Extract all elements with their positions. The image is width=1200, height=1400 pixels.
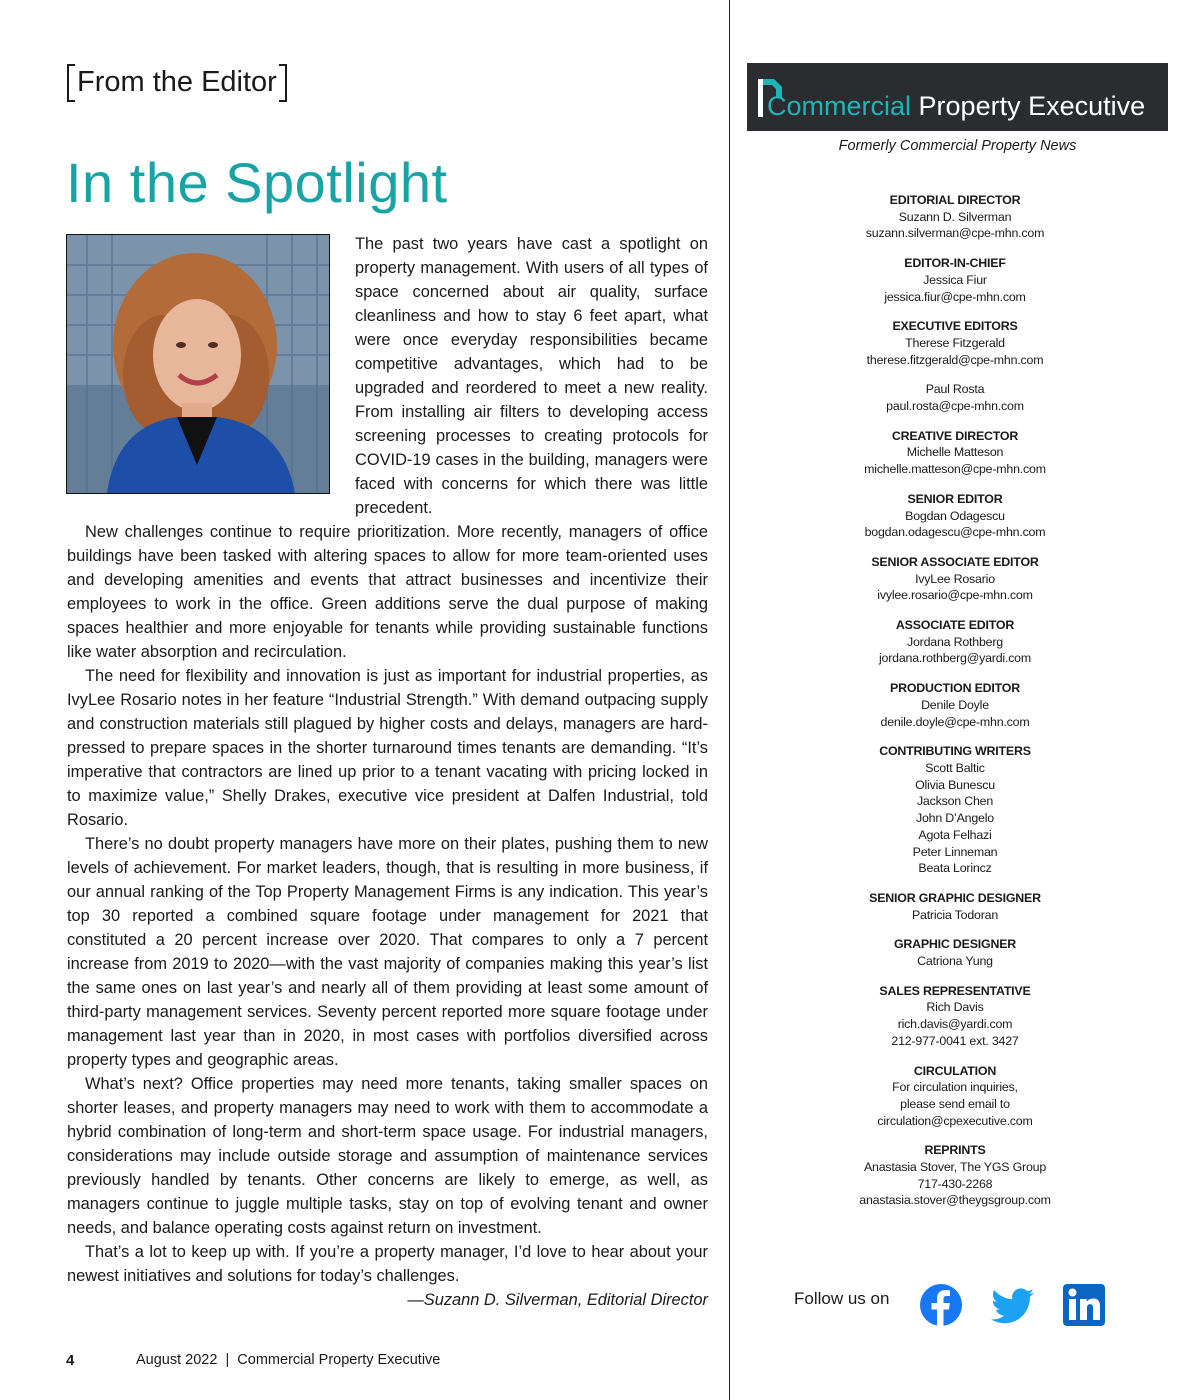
masthead-detail: Peter Linneman: [912, 844, 998, 859]
masthead-detail: bogdan.odagescu@cpe-mhn.com: [864, 525, 1046, 540]
logo-word-property-executive: Property Executive: [911, 91, 1146, 121]
masthead-detail: Paul Rosta: [925, 382, 985, 397]
masthead-role: GRAPHIC DESIGNER: [893, 937, 1017, 952]
masthead-detail: rich.davis@yardi.com: [897, 1017, 1013, 1032]
masthead-role: EDITOR-IN-CHIEF: [904, 256, 1006, 271]
masthead-detail: John D’Angelo: [916, 811, 994, 826]
section-label: [67, 64, 287, 100]
masthead-entry: [845, 428, 1065, 478]
masthead-role: EXECUTIVE EDITORS: [892, 319, 1018, 334]
masthead-detail: Patricia Todoran: [911, 907, 999, 922]
masthead-detail: 212-977-0041 ext. 3427: [891, 1033, 1019, 1048]
masthead-role: REPRINTS: [924, 1143, 986, 1158]
masthead-entry: [845, 1142, 1065, 1209]
photo-spacer: [67, 232, 355, 518]
masthead-detail: please send email to: [900, 1096, 1010, 1111]
masthead-detail: Agota Felhazi: [918, 827, 992, 842]
article-headline: In the Spotlight: [66, 151, 448, 214]
masthead-entry: [845, 617, 1065, 667]
article-paragraph: That’s a lot to keep up with. If you’re a property manager, I’d love to hear about your newest initiatives and solutions for today’s challenges.: [67, 1243, 708, 1285]
masthead-detail: Jessica Fiur: [923, 272, 987, 287]
masthead-role: CREATIVE DIRECTOR: [891, 428, 1019, 443]
masthead-detail: suzann.silverman@cpe-mhn.com: [865, 226, 1045, 241]
masthead-detail: Scott Baltic: [925, 760, 985, 775]
masthead-entry: [845, 936, 1065, 969]
masthead-detail: Catriona Yung: [917, 954, 993, 969]
masthead-entry: [845, 983, 1065, 1050]
masthead-entry: [845, 1063, 1065, 1130]
masthead-role: SENIOR GRAPHIC DESIGNER: [869, 890, 1041, 905]
masthead-role: PRODUCTION EDITOR: [890, 681, 1020, 696]
masthead-entry: [845, 680, 1065, 730]
masthead-detail: Jordana Rothberg: [907, 634, 1003, 649]
issue-line: August 2022 | Commercial Property Executive: [136, 1352, 441, 1368]
article-paragraph: What’s next? Office properties may need more tenants, taking smaller spaces on shorter leases, and property managers may need to work with them to accommodate a hybrid combination of long-term and short-term space usage. For industrial managers, considerations may include outside storage and assumption of maintenance services previously handled by tenants. Other concerns are likely to emerge, as well, as managers continue to juggle multiple tasks, stay on top of evolving tenant and owner needs, and balance operating costs against return on investment.: [67, 1075, 708, 1237]
masthead-role: ASSOCIATE EDITOR: [895, 618, 1015, 633]
masthead-detail: IvyLee Rosario: [915, 571, 995, 586]
masthead-role: CIRCULATION: [913, 1063, 997, 1078]
masthead-detail: Beata Lorincz: [918, 861, 992, 876]
masthead-detail: jordana.rothberg@yardi.com: [878, 651, 1031, 666]
masthead-detail: Anastasia Stover, The YGS Group: [863, 1160, 1047, 1175]
article-paragraph: New challenges continue to require prioritization. More recently, managers of office buildings have been tasked with altering spaces to allow for more team-oriented uses and developing amenities and events that attract businesses and incentivize their employees to work in the office. Green additions serve the dual purpose of making spaces healthier and more enjoyable for tenants while providing sustainable functions like water absorption and recirculation.: [67, 523, 708, 661]
masthead-entry: [845, 381, 1065, 414]
editor-signature: —Suzann D. Silverman, Editorial Director: [407, 1291, 708, 1309]
masthead-entry: [845, 890, 1065, 923]
brand-logo: [747, 63, 1168, 131]
masthead-entry: [845, 743, 1065, 877]
logo-word-commercial: Commercial: [767, 91, 912, 121]
masthead-detail: Therese Fitzgerald: [905, 335, 1005, 350]
masthead-entry: [845, 255, 1065, 305]
masthead-detail: michelle.matteson@cpe-mhn.com: [864, 462, 1046, 477]
masthead-detail: 717-430-2268: [917, 1176, 993, 1191]
masthead-detail: Suzann D. Silverman: [898, 209, 1012, 224]
masthead-entry: [845, 491, 1065, 541]
masthead-detail: Michelle Matteson: [906, 445, 1004, 460]
bracket-right: [279, 64, 287, 102]
bracket-left: [67, 64, 75, 102]
masthead-detail: anastasia.stover@theygsgroup.com: [859, 1193, 1051, 1208]
masthead-list: [845, 192, 1065, 1222]
masthead-entry: [845, 554, 1065, 604]
article-paragraph: The need for flexibility and innovation is just as important for industrial properties, as IvyLee Rosario notes in her feature “Industrial Strength.” With demand outpacing supply and construction materials still plagued by higher costs and delays, managers are hard-pressed to prepare spaces in the shorter turnaround times tenants are demanding. “It’s imperative that contractors are lined up prior to a tenant vacating with pricing locked in to maximize value,” Shelly Drakes, executive vice president at Dalfen Industrial, told Rosario.: [67, 667, 708, 829]
logo-wordmark: [767, 89, 1145, 123]
masthead-role: EDITORIAL DIRECTOR: [889, 193, 1021, 207]
masthead-detail: Rich Davis: [926, 1000, 984, 1015]
page-number: 4: [66, 1352, 75, 1369]
masthead-entry: [845, 192, 1065, 242]
masthead-detail: circulation@cpexecutive.com: [877, 1113, 1033, 1128]
facebook-icon[interactable]: [918, 1282, 964, 1328]
masthead-detail: ivylee.rosario@cpe-mhn.com: [877, 588, 1033, 603]
masthead-entry: [845, 318, 1065, 368]
masthead-detail: paul.rosta@cpe-mhn.com: [886, 399, 1024, 414]
article-paragraph: The past two years have cast a spotlight on property management. With users of all types of space concerned about air quality, surface cleanliness and how to stay 6 feet apart, what were once everyday responsibilities became competitive advantages, which had to be upgraded and reordered to meet a new reality. From installing air filters to developing access screening processes to creating protocols for COVID-19 cases in the building, managers were faced with concerns for which there was little precedent.: [355, 235, 708, 517]
masthead-role: CONTRIBUTING WRITERS: [879, 744, 1031, 759]
masthead-role: SENIOR ASSOCIATE EDITOR: [871, 554, 1039, 569]
masthead-detail: therese.fitzgerald@cpe-mhn.com: [866, 352, 1044, 367]
linkedin-icon[interactable]: [1061, 1282, 1107, 1328]
masthead-role: SENIOR EDITOR: [907, 491, 1003, 506]
follow-label: Follow us on: [794, 1289, 890, 1308]
article-paragraph: There’s no doubt property managers have more on their plates, pushing them to new levels of achievement. For market leaders, though, that is resulting in more business, if our annual ranking of the Top Property Management Firms is any indication. This year’s top 30 reported a combined square footage under management for 2021 that constituted a 20 percent increase over 2020. That compares to only a 7 percent increase from 2019 to 2020—with the vast majority of companies making this year’s list the same ones on last year’s and nearly all of them providing at least some amount of third-party management services. Seventy percent reported more square footage under management last year than in 2020, in most cases with portfolios diversified across property types and geographic areas.: [67, 835, 708, 1069]
masthead-detail: Bogdan Odagescu: [905, 508, 1005, 523]
masthead-detail: Olivia Bunescu: [915, 777, 995, 792]
masthead-role: SALES REPRESENTATIVE: [879, 983, 1031, 998]
masthead-detail: jessica.fiur@cpe-mhn.com: [884, 289, 1026, 304]
article-body: [67, 232, 708, 1312]
masthead-detail: Jackson Chen: [916, 794, 994, 809]
column-divider: [729, 0, 730, 1400]
formerly-tagline: Formerly Commercial Property News: [838, 138, 1077, 154]
masthead-detail: Denile Doyle: [921, 697, 989, 712]
masthead-detail: For circulation inquiries,: [892, 1080, 1018, 1095]
twitter-icon[interactable]: [990, 1282, 1036, 1328]
section-label-text: From the Editor: [77, 66, 277, 98]
masthead-detail: denile.doyle@cpe-mhn.com: [880, 714, 1030, 729]
